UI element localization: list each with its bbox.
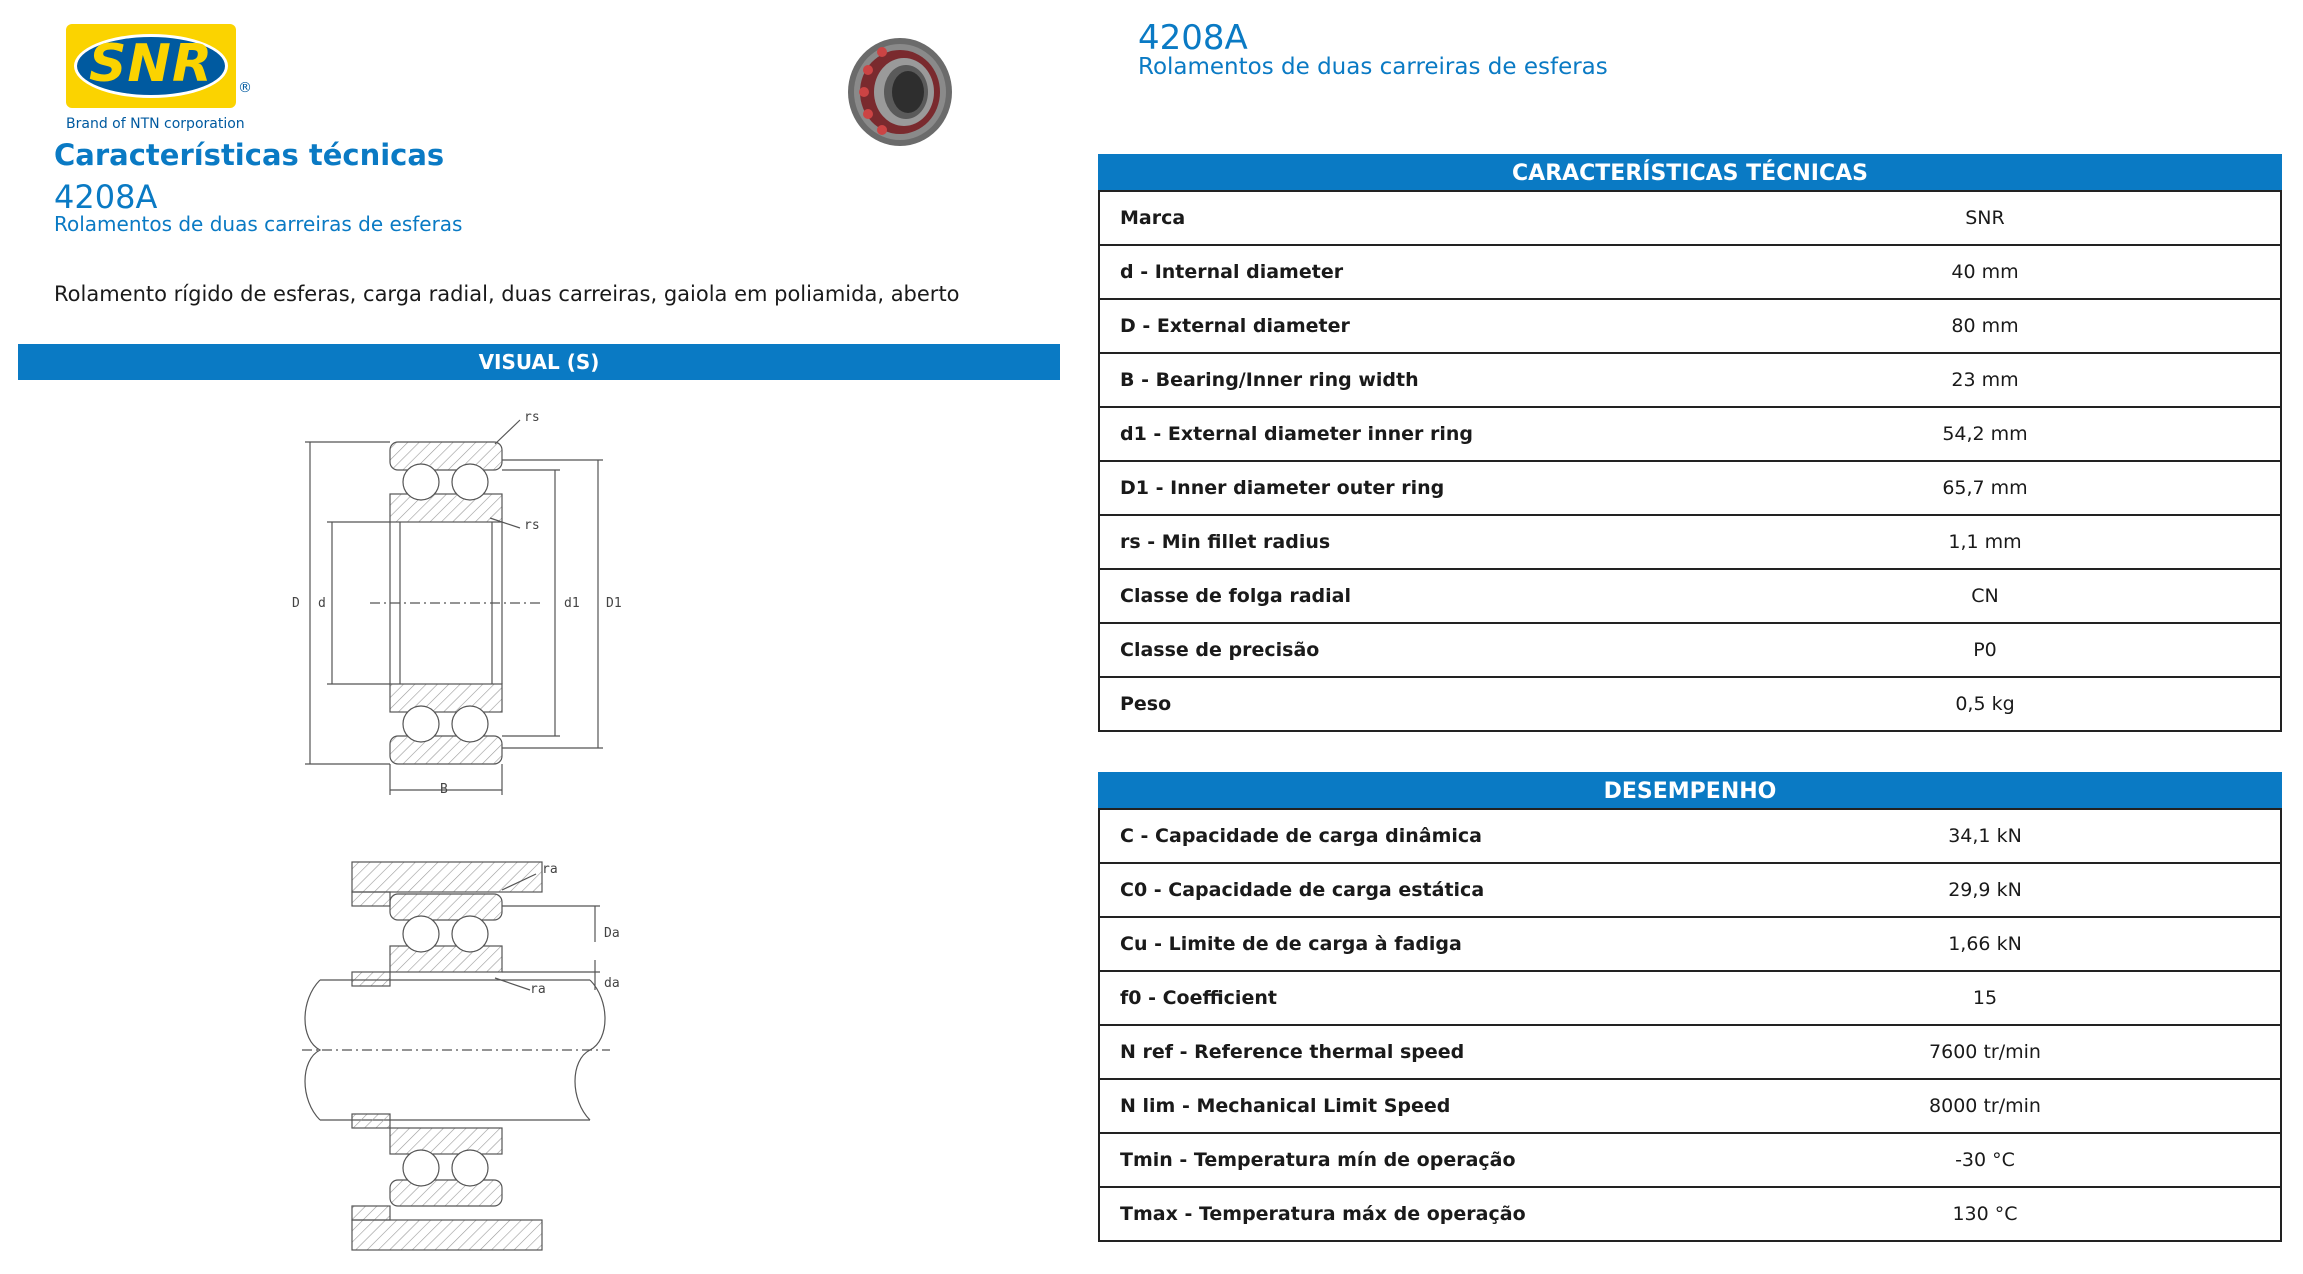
- perf-table: [1098, 768, 2282, 1242]
- row-label: B - Bearing/Inner ring width: [1120, 369, 1419, 391]
- row-label: C0 - Capacidade de carga estática: [1120, 879, 1485, 901]
- product-subtitle: Rolamentos de duas carreiras de esferas: [54, 212, 463, 236]
- row-label: C - Capacidade de carga dinâmica: [1120, 825, 1482, 847]
- row-value: 54,2 mm: [1942, 423, 2028, 445]
- row-value: 65,7 mm: [1942, 477, 2028, 499]
- bearing-dimension-drawing: [280, 400, 700, 820]
- label-da: da: [604, 976, 620, 991]
- table-row: [1098, 918, 2282, 972]
- table-row: [1098, 354, 2282, 408]
- tech-table-header: CARACTERÍSTICAS TÉCNICAS: [1098, 150, 2282, 190]
- row-label: Classe de folga radial: [1120, 585, 1352, 607]
- table-row: [1098, 570, 2282, 624]
- row-value: P0: [1973, 639, 1997, 661]
- table-row: [1098, 1134, 2282, 1188]
- row-label: Peso: [1120, 693, 1172, 715]
- table-row: [1098, 972, 2282, 1026]
- row-label: Marca: [1120, 207, 1186, 229]
- visual-section-header: VISUAL (S): [18, 344, 1060, 380]
- mounting-drawing: [280, 850, 700, 1270]
- table-row: [1098, 246, 2282, 300]
- row-label: Cu - Limite de de carga à fadiga: [1120, 933, 1462, 955]
- table-row: [1098, 678, 2282, 732]
- row-label: d - Internal diameter: [1120, 261, 1344, 283]
- row-label: Tmax - Temperatura máx de operação: [1120, 1203, 1526, 1225]
- label-B: B: [440, 782, 448, 797]
- row-value: 7600 tr/min: [1929, 1041, 2041, 1063]
- tech-table: [1098, 150, 2282, 732]
- row-label: Classe de precisão: [1120, 639, 1320, 661]
- table-row: [1098, 516, 2282, 570]
- row-value: 1,66 kN: [1948, 933, 2022, 955]
- label-d1: d1: [564, 596, 580, 611]
- row-value: SNR: [1965, 207, 2005, 229]
- table-row: [1098, 462, 2282, 516]
- row-value: 15: [1972, 987, 1998, 1009]
- label-D1: D1: [606, 596, 622, 611]
- row-value: 40 mm: [1951, 261, 2019, 283]
- logo-text: SNR: [88, 34, 213, 94]
- row-label: f0 - Coefficient: [1120, 987, 1277, 1009]
- table-row: [1098, 1026, 2282, 1080]
- row-value: 1,1 mm: [1948, 531, 2022, 553]
- row-value: 34,1 kN: [1948, 825, 2022, 847]
- table-row: [1098, 864, 2282, 918]
- logo-registered-mark: ®: [238, 80, 252, 96]
- header-product-subtitle: Rolamentos de duas carreiras de esferas: [1138, 54, 1608, 80]
- table-row: [1098, 192, 2282, 246]
- label-Da: Da: [604, 926, 620, 941]
- row-label: Tmin - Temperatura mín de operação: [1120, 1149, 1516, 1171]
- bearing-product-image: [838, 30, 958, 150]
- row-value: 80 mm: [1951, 315, 2019, 337]
- snr-logo: [66, 24, 254, 134]
- logo-brand-line: Brand of NTN corporation: [66, 116, 245, 132]
- row-label: N ref - Reference thermal speed: [1120, 1041, 1465, 1063]
- table-row: [1098, 624, 2282, 678]
- row-label: d1 - External diameter inner ring: [1120, 423, 1474, 445]
- row-label: D1 - Inner diameter outer ring: [1120, 477, 1445, 499]
- row-value: 8000 tr/min: [1929, 1095, 2041, 1117]
- page-title: Características técnicas: [54, 138, 445, 172]
- table-row: [1098, 810, 2282, 864]
- header-product-code: 4208A: [1138, 18, 1248, 58]
- label-rs-inner: rs: [524, 518, 540, 533]
- label-rs-top: rs: [524, 410, 540, 425]
- row-value: 23 mm: [1951, 369, 2019, 391]
- row-value: 130 °C: [1952, 1203, 2018, 1225]
- perf-table-rows: [1098, 808, 2282, 1242]
- label-ra-top: ra: [542, 862, 558, 877]
- tech-table-rows: [1098, 190, 2282, 732]
- row-label: D - External diameter: [1120, 315, 1350, 337]
- table-row: [1098, 1080, 2282, 1134]
- table-row: [1098, 300, 2282, 354]
- row-label: rs - Min fillet radius: [1120, 531, 1331, 553]
- row-label: N lim - Mechanical Limit Speed: [1120, 1095, 1451, 1117]
- table-row: [1098, 408, 2282, 462]
- row-value: 29,9 kN: [1948, 879, 2022, 901]
- label-D: D: [292, 596, 300, 611]
- row-value: 0,5 kg: [1955, 693, 2015, 715]
- perf-table-header: DESEMPENHO: [1098, 768, 2282, 808]
- table-row: [1098, 1188, 2282, 1242]
- row-value: CN: [1971, 585, 1999, 607]
- product-description: Rolamento rígido de esferas, carga radial, duas carreiras, gaiola em poliamida, aberto: [54, 282, 960, 306]
- product-code: 4208A: [54, 178, 158, 216]
- row-value: -30 °C: [1955, 1149, 2015, 1171]
- label-d: d: [318, 596, 326, 611]
- label-ra-inner: ra: [530, 982, 546, 997]
